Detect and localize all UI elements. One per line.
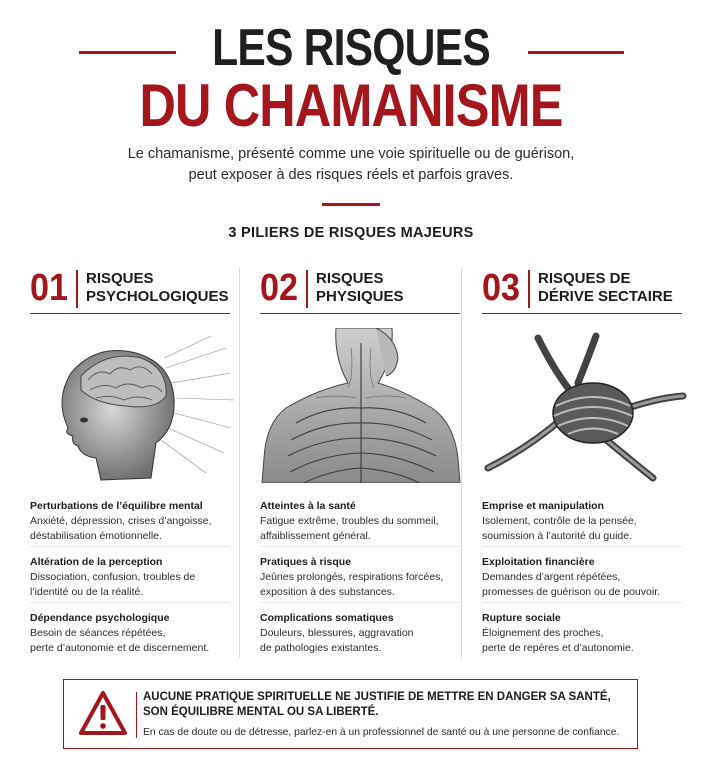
number-separator <box>76 270 78 308</box>
item-desc-line1: Jeûnes prolongés, respirations forcées, <box>260 571 444 583</box>
item-desc-line2: soumission à l’autorité du guide. <box>482 530 633 542</box>
item-desc-line2: l’identité ou de la réalité. <box>30 586 144 598</box>
anatomy-torso-icon <box>256 328 466 483</box>
item-title: Atteintes à la santé <box>260 500 356 512</box>
pillars-heading: 3 PILIERS DE RISQUES MAJEURS <box>228 225 474 241</box>
intro-line2: peut exposer à des risques réels et parfois graves. <box>188 167 514 183</box>
item-desc-line2: affaiblissement général. <box>260 530 371 542</box>
pillar-sectarian <box>478 262 698 662</box>
list-item <box>30 555 240 600</box>
item-desc-line1: Demandes d’argent répétées, <box>482 571 621 583</box>
list-item <box>260 555 470 600</box>
item-desc-line1: Anxiété, dépression, crises d’angoisse, <box>30 515 212 527</box>
item-desc-line1: Éloignement des proches, <box>482 627 604 639</box>
warning-text: En cas de doute ou de détresse, parlez-en à un professionnel de santé ou à une personne de confiance. <box>143 727 620 738</box>
pillar-title-line1: RISQUES DE <box>538 270 631 287</box>
item-desc-line1: Fatigue extrême, troubles du sommeil, <box>260 515 439 527</box>
warning-title <box>143 690 633 720</box>
warning-title-line2: SON ÉQUILIBRE MENTAL OU SA LIBERTÉ. <box>143 706 379 718</box>
rope-knot-icon <box>478 328 688 483</box>
item-desc-line1: Besoin de séances répétées, <box>30 627 166 639</box>
pillar-physical <box>256 262 476 662</box>
pillar-rule <box>30 313 230 314</box>
item-divider <box>30 602 230 603</box>
list-item <box>482 499 692 544</box>
pillar-title-line2: DÉRIVE SECTAIRE <box>538 288 673 305</box>
item-title: Rupture sociale <box>482 612 561 624</box>
number-separator <box>528 270 530 308</box>
pillar-title-line1: RISQUES <box>316 270 384 287</box>
item-title: Exploitation financière <box>482 556 595 568</box>
item-desc-line2: de pathologies existantes. <box>260 642 382 654</box>
item-divider <box>30 546 230 547</box>
pillar-title <box>316 270 486 306</box>
intro-line1: Le chamanisme, présenté comme une voie spirituelle ou de guérison, <box>127 146 575 162</box>
item-desc-line2: déstabilisation émotionnelle. <box>30 530 162 542</box>
item-title: Emprise et manipulation <box>482 500 604 512</box>
pillar-title-line2: PSYCHOLOGIQUES <box>86 288 229 305</box>
item-desc-line2: promesses de guérison ou de pouvoir. <box>482 586 661 598</box>
pillar-rule <box>260 313 460 314</box>
intro-rule <box>322 203 380 206</box>
list-item <box>30 499 240 544</box>
pillar-title <box>86 270 256 306</box>
item-desc-line2: exposition à des substances. <box>260 586 395 598</box>
pillar-psychological <box>26 262 246 662</box>
item-desc-line2: perte d’autonomie et de discernement. <box>30 642 210 654</box>
item-title: Perturbations de l’équilibre mental <box>30 500 203 512</box>
warning-triangle-icon <box>78 690 128 736</box>
list-item <box>260 611 470 656</box>
item-divider <box>482 602 682 603</box>
warning-title-line1: AUCUNE PRATIQUE SPIRITUELLE NE JUSTIFIE DE METTRE EN DANGER SA SANTÉ, <box>143 691 611 703</box>
number-separator <box>306 270 308 308</box>
item-desc-line1: Isolement, contrôle de la pensée, <box>482 515 637 527</box>
item-divider <box>482 546 682 547</box>
intro-text <box>0 144 702 186</box>
item-desc-line2: perte de repères et d’autonomie. <box>482 642 634 654</box>
list-item <box>30 611 240 656</box>
list-item <box>482 555 692 600</box>
item-divider <box>260 546 460 547</box>
pillar-number: 03 <box>482 267 521 309</box>
page-title-line2: DU CHAMANISME <box>139 72 563 139</box>
pillar-rule <box>482 313 682 314</box>
list-item <box>260 499 470 544</box>
pillar-title <box>538 270 702 306</box>
human-head-brain-icon <box>26 328 236 483</box>
item-title: Dépendance psychologique <box>30 612 170 624</box>
pillar-number: 01 <box>30 267 69 309</box>
list-item <box>482 611 692 656</box>
warning-box <box>63 679 638 749</box>
page-title-line1: LES RISQUES <box>212 19 490 77</box>
pillar-number: 02 <box>260 267 299 309</box>
pillar-title-line1: RISQUES <box>86 270 154 287</box>
item-divider <box>260 602 460 603</box>
item-desc-line1: Dissociation, confusion, troubles de <box>30 571 196 583</box>
item-title: Pratiques à risque <box>260 556 352 568</box>
warning-separator <box>136 692 137 738</box>
item-title: Altération de la perception <box>30 556 163 568</box>
pillar-title-line2: PHYSIQUES <box>316 288 404 305</box>
item-title: Complications somatiques <box>260 612 394 624</box>
item-desc-line1: Douleurs, blessures, aggravation <box>260 627 414 639</box>
